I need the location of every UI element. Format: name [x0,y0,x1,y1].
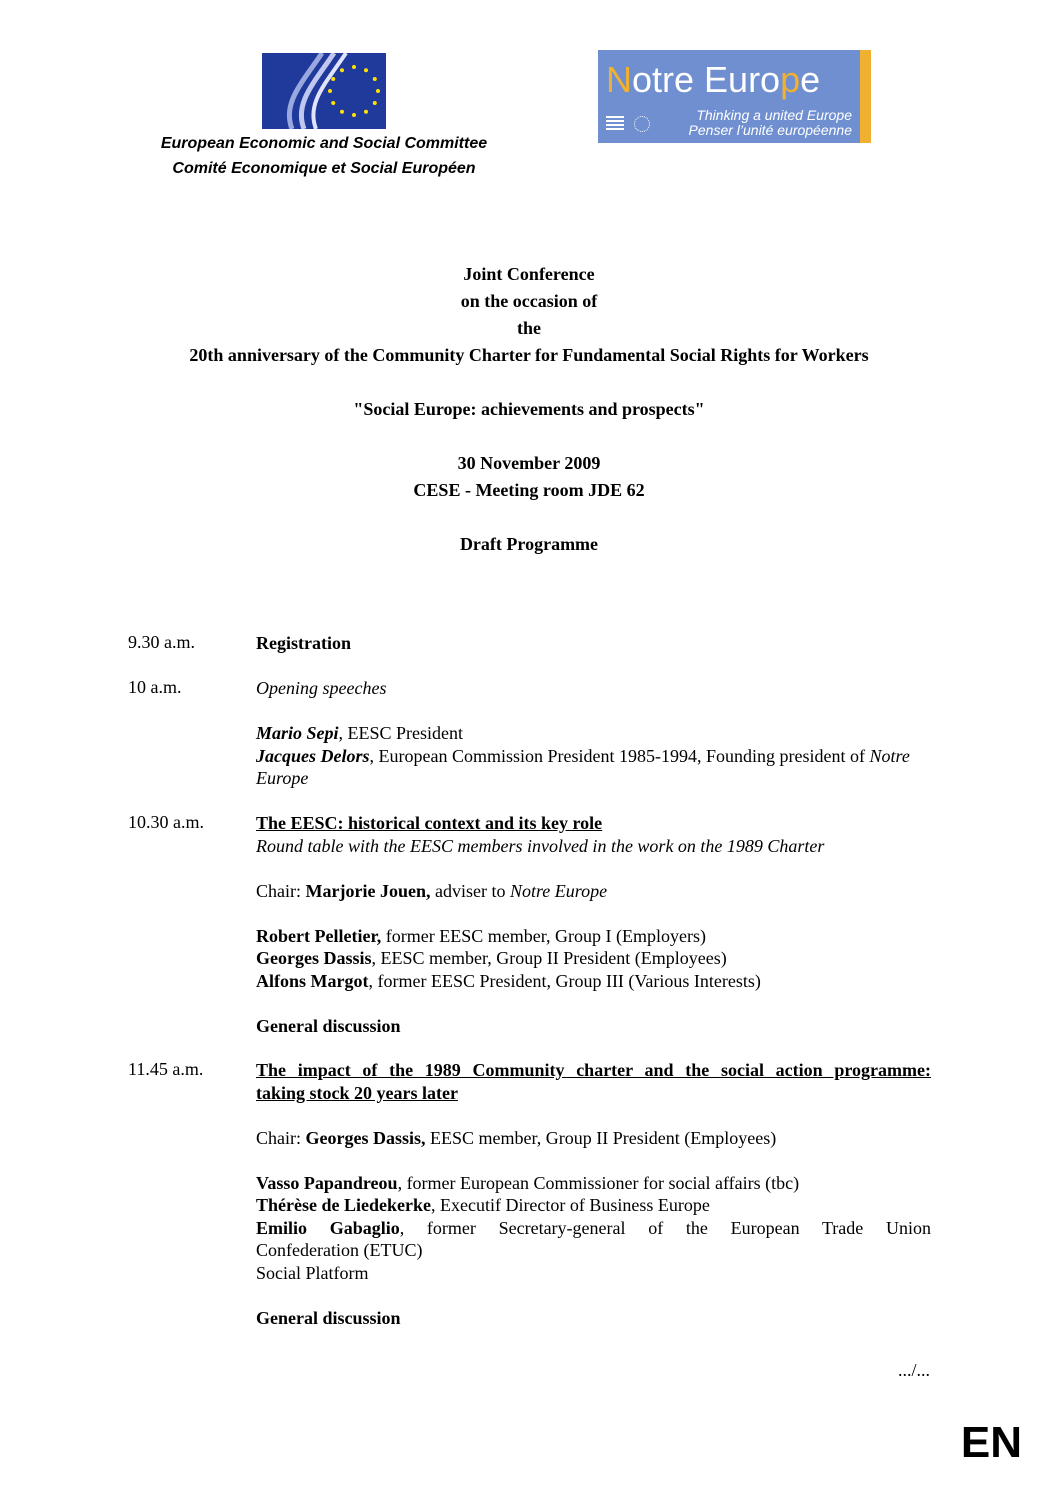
session-registration: Registration [256,633,351,653]
language-code: EN [960,1418,1022,1467]
session-opening: Opening speeches Mario Sepi, EESC President Jacques Delors, European Commission President 1985-1994, Founding president of Notre Europe [256,678,910,788]
notre-europe-logo: Notre Europe Thinking a united Europe Penser l’unité européenne [598,50,871,143]
session-time: 10 a.m. [128,677,182,697]
star-icon [364,110,368,114]
org-name-en: European Economic and Social Committee [160,135,488,152]
star-icon [352,65,356,69]
star-icon [373,77,377,81]
date: 30 November 2009 [457,453,601,473]
title-line: the [517,318,541,338]
star-icon [364,68,368,72]
star-icon [376,89,380,93]
session-eesc-round-table: The EESC: historical context and its key role Round table with the EESC members involved in the work on the 1989 Charter Chair: Marjorie Jouen, adviser to Notre Europe Robert Pelletier, former EESC member, Group I (Employers) Georges Dassis, EESC member, Group II President (Employees) Alfons Margot, former EESC President, Group III (Various Interests) General discussion [256,813,825,1036]
star-icon [352,113,356,117]
document-icon [606,116,624,132]
continued-marker: .../... [898,1360,931,1380]
stars-circle-icon [634,116,650,132]
session-time: 11.45 a.m. [128,1059,204,1079]
star-icon [373,101,377,105]
star-icon [331,77,335,81]
title-line: on the occasion of [460,291,598,311]
title-line: 20th anniversary of the Community Charter for Fundamental Social Rights for Workers [189,345,869,365]
session-impact: The impact of the 1989 Community charter and the social action programme: taking stock 20 years later Chair: Georges Dassis, EESC member, Group II President (Employees) Vasso Papandreou, former European Commissioner for social affairs (tbc) Thérèse de Liedekerke, Executif Director of Business Europe Emilio Gabaglio, former Secretary-general of the European Trade Union Confederation (ETUC) Social Platform General discussion [256,1060,931,1328]
star-icon [328,89,332,93]
title-line: Joint Conference [463,264,595,284]
session-time: 10.30 a.m. [128,812,204,832]
venue: CESE - Meeting room JDE 62 [413,480,645,500]
star-icon [340,110,344,114]
eesc-logo [262,53,386,129]
star-icon [331,101,335,105]
programme-heading: Draft Programme [459,534,599,554]
star-icon [340,68,344,72]
session-time: 9.30 a.m. [128,632,195,652]
org-name-fr: Comité Economique et Social Européen [172,160,476,177]
subtitle: "Social Europe: achievements and prospects" [353,399,705,419]
